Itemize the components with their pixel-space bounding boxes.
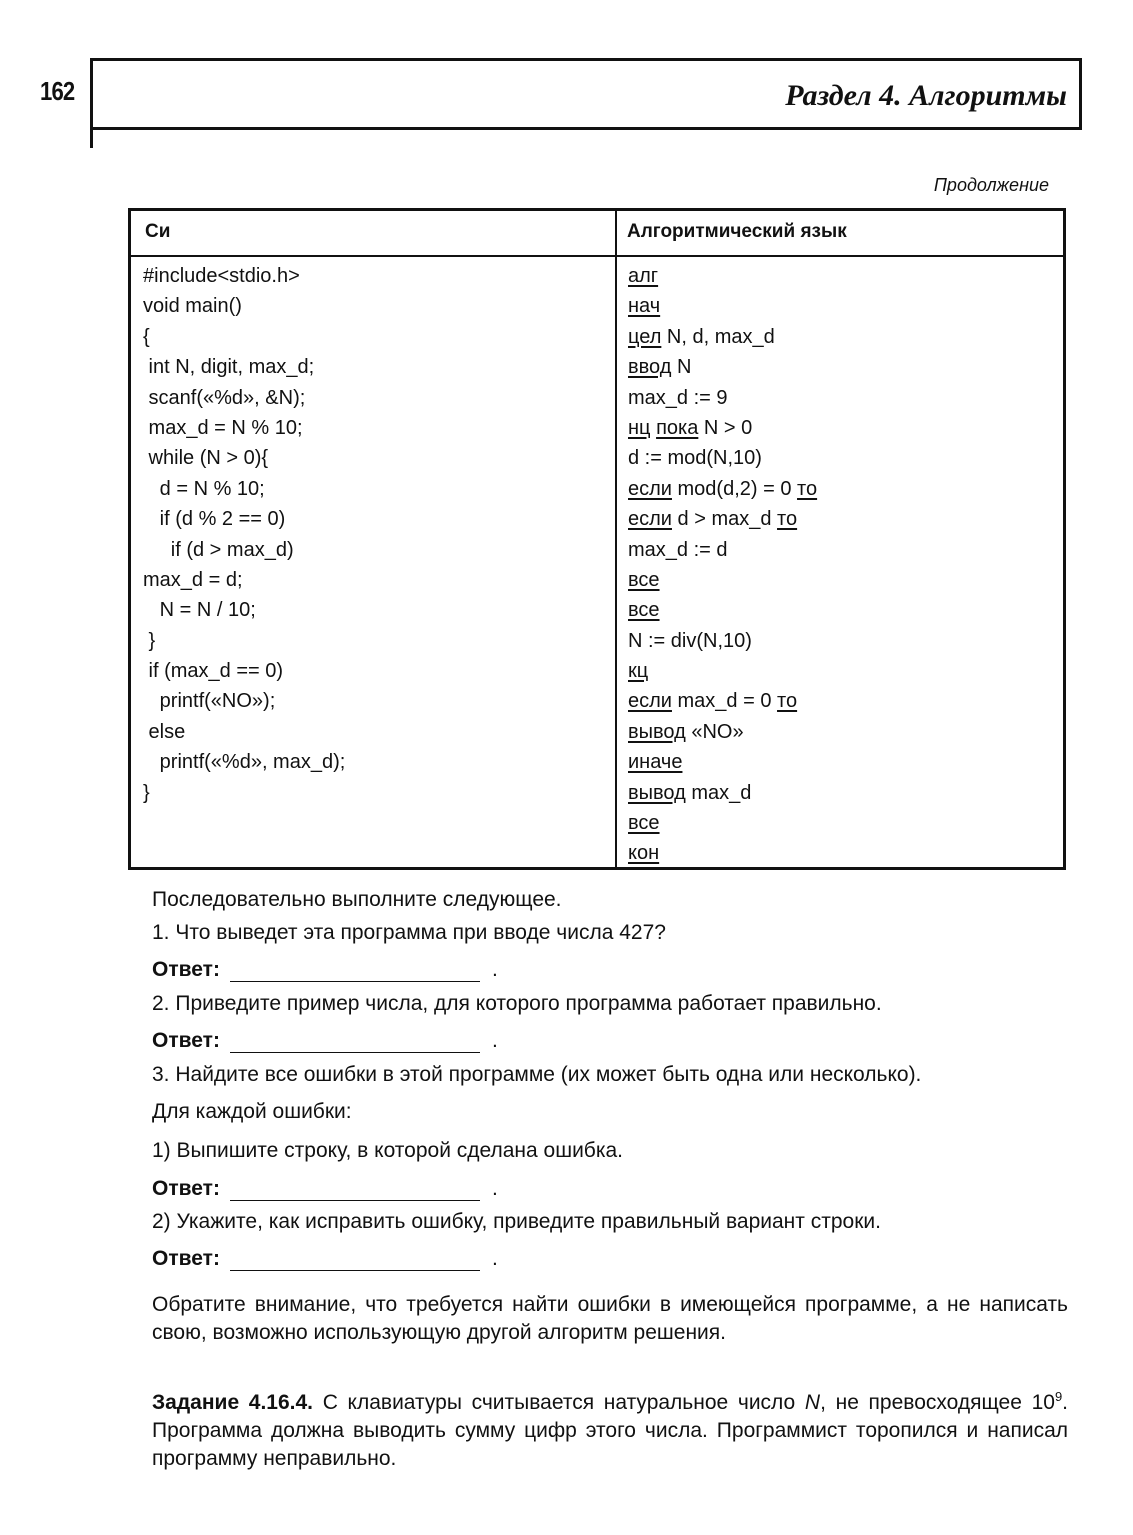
answer-label: Ответ: <box>152 958 220 981</box>
c-code-line: #include<stdio.h> <box>143 265 300 287</box>
column-divider <box>615 211 617 867</box>
answer-row-2 <box>152 1029 498 1053</box>
alg-keyword: то <box>777 690 798 713</box>
section-title: Раздел 4. Алгоритмы <box>785 79 1067 112</box>
answer-row-3 <box>152 1177 498 1201</box>
alg-keyword: иначе <box>628 751 683 774</box>
c-code-line: } <box>143 781 150 804</box>
c-code-line: scanf(«%d», &N); <box>143 386 306 409</box>
alg-code-text: N := div(N,10) <box>628 629 752 652</box>
c-code-line: d = N % 10; <box>143 477 265 500</box>
alg-keyword: все <box>628 568 660 591</box>
answer-row-1 <box>152 958 498 982</box>
alg-code-line <box>628 565 817 595</box>
alg-code-text: «NO» <box>685 720 744 743</box>
alg-code-text: d > max_d <box>671 508 778 531</box>
alg-code-line <box>628 686 817 716</box>
alg-keyword: пока <box>656 416 699 439</box>
section-header-box <box>90 58 1082 130</box>
alg-code-line <box>628 474 817 504</box>
note-paragraph: Обратите внимание, что требуется найти ошибки в имеющейся программе, а не написать свою, возможно использующую другой алгоритм решения. <box>152 1293 1068 1344</box>
c-code-line: int N, digit, max_d; <box>143 356 315 379</box>
c-code-line: if (d % 2 == 0) <box>143 508 286 531</box>
answer-dot: . <box>491 958 498 981</box>
alg-code-text: max_d = 0 <box>671 690 778 713</box>
c-code-line: { <box>143 325 150 348</box>
alg-keyword: вывод <box>628 720 686 743</box>
header-box-leg <box>90 130 93 148</box>
alg-code-line <box>628 535 817 565</box>
question-3-2: 2) Укажите, как исправить ошибку, приведите правильный вариант строки. <box>152 1210 881 1233</box>
alg-code-text: d := mod(N,10) <box>628 447 762 470</box>
c-code-line: printf(«%d», max_d); <box>143 751 346 774</box>
alg-code-line <box>628 747 817 777</box>
question-3-sub: Для каждой ошибки: <box>152 1100 352 1123</box>
answer-dot: . <box>491 1177 498 1200</box>
alg-keyword: кон <box>628 842 660 865</box>
alg-code-line <box>628 595 817 625</box>
task-text-1: С клавиатуры считывается натуральное число <box>313 1391 805 1414</box>
alg-code-line <box>628 656 817 686</box>
alg-keyword: алг <box>628 265 659 287</box>
c-code-line: void main() <box>143 295 242 318</box>
alg-keyword: все <box>628 812 660 835</box>
answer-line[interactable] <box>230 959 480 982</box>
code-table <box>128 208 1066 870</box>
alg-keyword: то <box>797 477 818 500</box>
answer-label: Ответ: <box>152 1247 220 1270</box>
alg-code-line <box>628 261 817 291</box>
c-code-line: N = N / 10; <box>143 599 256 622</box>
header-divider <box>131 255 1063 257</box>
c-code-line: else <box>143 720 186 743</box>
alg-code-text: max_d := d <box>628 538 728 561</box>
alg-code-text: max_d <box>685 781 752 804</box>
question-3-1: 1) Выпишите строку, в которой сделана ошибка. <box>152 1139 623 1162</box>
alg-keyword: если <box>628 477 672 500</box>
c-code-line: } <box>143 629 156 652</box>
alg-code-text: N, d, max_d <box>661 325 775 348</box>
alg-keyword: если <box>628 690 672 713</box>
c-code-listing <box>143 261 345 808</box>
task-exponent: 9 <box>1054 1389 1063 1404</box>
alg-keyword: кц <box>628 660 649 683</box>
answer-label: Ответ: <box>152 1177 220 1200</box>
alg-keyword: то <box>777 508 798 531</box>
answer-label: Ответ: <box>152 1029 220 1052</box>
question-2: 2. Приведите пример числа, для которого программа работает правильно. <box>152 992 882 1015</box>
task-text-2: , не превосходящее 10 <box>820 1391 1055 1414</box>
alg-code-line <box>628 717 817 747</box>
page-number: 162 <box>40 76 75 106</box>
answer-row-4 <box>152 1247 498 1271</box>
c-code-line: if (d > max_d) <box>143 538 294 561</box>
alg-code-line <box>628 352 817 382</box>
alg-code-line <box>628 838 817 868</box>
alg-code-text: N <box>671 356 692 379</box>
answer-line[interactable] <box>230 1178 480 1201</box>
c-code-line: if (max_d == 0) <box>143 660 284 683</box>
alg-code-line <box>628 413 817 443</box>
c-code-line: max_d = d; <box>143 568 243 591</box>
alg-keyword: нц <box>628 416 651 439</box>
alg-code-line <box>628 626 817 656</box>
alg-code-line <box>628 291 817 321</box>
alg-keyword: нач <box>628 295 661 318</box>
alg-code-line <box>628 808 817 838</box>
c-code-line: max_d = N % 10; <box>143 416 303 439</box>
alg-keyword: если <box>628 508 672 531</box>
c-code-line: while (N > 0){ <box>143 447 269 470</box>
task-text-3: . Программа должна выводить сумму цифр этого числа. Программист торопился и написал программу неправильно. <box>152 1391 1069 1470</box>
alg-code-line <box>628 504 817 534</box>
alg-code-line <box>628 443 817 473</box>
alg-keyword: ввод <box>628 356 672 379</box>
answer-line[interactable] <box>230 1030 480 1053</box>
question-3: 3. Найдите все ошибки в этой программе (их может быть одна или несколько). <box>152 1063 922 1086</box>
answer-dot: . <box>491 1029 498 1052</box>
alg-code-text: max_d := 9 <box>628 386 728 409</box>
answer-line[interactable] <box>230 1248 480 1271</box>
task-label: Задание 4.16.4. <box>152 1391 314 1414</box>
alg-code-text: N > 0 <box>698 416 753 439</box>
continuation-label: Продолжение <box>933 175 1049 195</box>
alg-keyword: цел <box>628 325 662 348</box>
alg-code-text: mod(d,2) = 0 <box>671 477 798 500</box>
answer-dot: . <box>491 1247 498 1270</box>
alg-code-listing <box>628 261 817 869</box>
question-1: 1. Что выведет эта программа при вводе числа 427? <box>152 921 666 944</box>
task-paragraph <box>152 1383 1068 1473</box>
alg-keyword: вывод <box>628 781 686 804</box>
instructions-intro: Последовательно выполните следующее. <box>152 888 562 911</box>
c-code-line: printf(«NO»); <box>143 690 276 713</box>
alg-code-line <box>628 383 817 413</box>
alg-keyword: все <box>628 599 660 622</box>
column-header-alg: Алгоритмический язык <box>627 221 847 242</box>
column-header-c: Си <box>145 221 171 242</box>
alg-code-line <box>628 322 817 352</box>
alg-code-line <box>628 778 817 808</box>
task-var-n: N <box>804 1391 821 1414</box>
